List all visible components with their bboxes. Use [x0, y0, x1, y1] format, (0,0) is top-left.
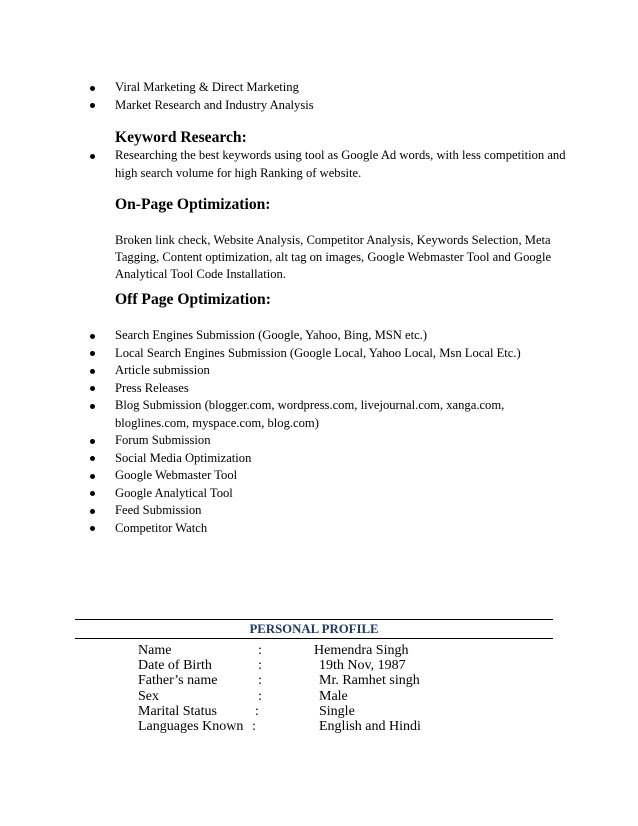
- profile-separator: :: [252, 718, 256, 734]
- list-item: Local Search Engines Submission (Google Local, Yahoo Local, Msn Local Etc.): [0, 345, 638, 363]
- profile-separator: :: [255, 703, 259, 719]
- profile-top-rule: [75, 619, 553, 620]
- profile-label: Father’s name: [138, 673, 218, 689]
- profile-value: English and Hindi: [319, 718, 421, 734]
- list-item: Press Releases: [0, 380, 638, 398]
- profile-value: Mr. Ramhet singh: [319, 673, 420, 689]
- list-item: Blog Submission (blogger.com, wordpress.com, livejournal.com, xanga.com, bloglines.com, myspace.com, blog.com): [0, 397, 638, 432]
- profile-separator: :: [258, 673, 262, 689]
- profile-value: Single: [319, 703, 355, 719]
- list-item: Researching the best keywords using tool as Google Ad words, with less competition and high search volume for high Ranking of website.: [0, 147, 638, 182]
- on-page-optimization-heading: On-Page Optimization:: [115, 196, 271, 213]
- profile-label: Date of Birth: [138, 658, 212, 674]
- profile-separator: :: [258, 658, 262, 674]
- list-item: Forum Submission: [0, 432, 638, 450]
- list-item: Google Analytical Tool: [0, 485, 638, 503]
- profile-value: Hemendra Singh: [314, 643, 409, 658]
- profile-label: Name: [138, 643, 172, 658]
- personal-profile-title: PERSONAL PROFILE: [249, 622, 379, 636]
- list-item: Viral Marketing & Direct Marketing: [0, 79, 638, 97]
- list-item: Search Engines Submission (Google, Yahoo, Bing, MSN etc.): [0, 327, 638, 345]
- list-item: Market Research and Industry Analysis: [0, 97, 638, 115]
- list-item: Social Media Optimization: [0, 450, 638, 468]
- profile-separator: :: [258, 643, 262, 658]
- list-item: Competitor Watch: [0, 520, 638, 538]
- list-item: Feed Submission: [0, 502, 638, 520]
- profile-value: 19th Nov, 1987: [319, 658, 406, 674]
- profile-value: Male: [319, 688, 348, 704]
- list-item: Google Webmaster Tool: [0, 467, 638, 485]
- off-page-optimization-heading: Off Page Optimization:: [115, 291, 271, 308]
- profile-label: Languages Known: [138, 718, 244, 734]
- on-page-optimization-text: Broken link check, Website Analysis, Competitor Analysis, Keywords Selection, Meta Tagging, Content optimization, alt tag on images, Google Webmaster Tool and Google Analytical Tool Code Installation.: [115, 233, 552, 281]
- profile-bottom-rule: [75, 638, 553, 639]
- profile-label: Marital Status: [138, 703, 217, 719]
- marketing-skills-list: [0, 79, 638, 114]
- list-item: Article submission: [0, 362, 638, 380]
- off-page-optimization-list: [0, 327, 638, 537]
- keyword-research-list: [0, 147, 638, 182]
- profile-separator: :: [258, 688, 262, 704]
- keyword-research-heading: Keyword Research:: [115, 129, 247, 146]
- profile-label: Sex: [138, 688, 159, 704]
